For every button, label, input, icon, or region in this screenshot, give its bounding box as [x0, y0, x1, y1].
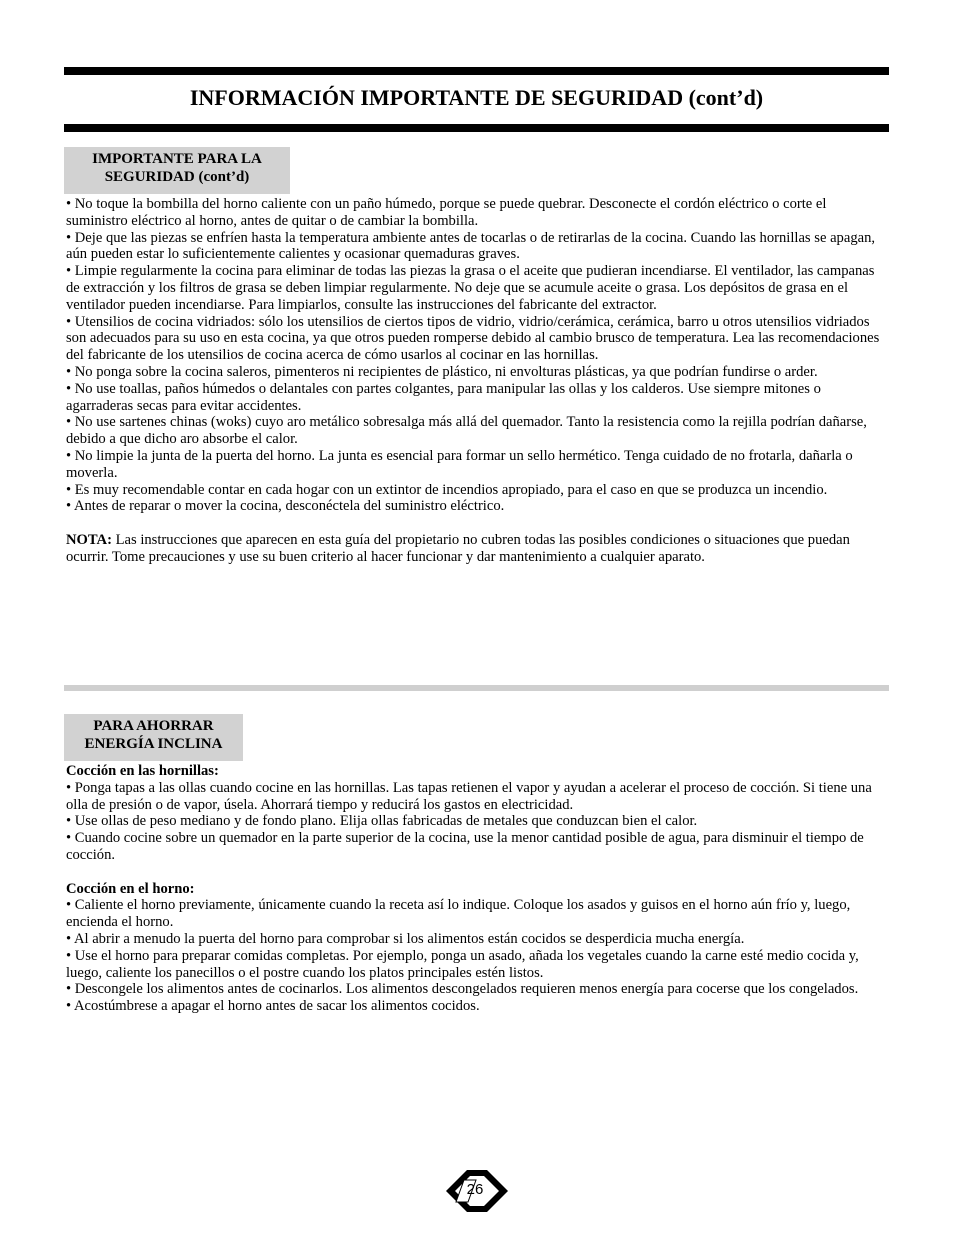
list-item: • Caliente el horno previamente, únicamente cuando la receta así lo indique. Coloque los asados y guisos en el horno aún frío y, luego, encienda el horno.: [66, 897, 851, 931]
page-title: INFORMACIÓN IMPORTANTE DE SEGURIDAD (cont’d): [189, 85, 764, 110]
page-number-badge: [446, 1170, 508, 1212]
energy-body: [66, 763, 888, 1015]
list-item: • No use toallas, paños húmedos o delantales con partes colgantes, para manipular las ollas y los calderos. Use siempre mitones o agarraderas secas para evitar accidentes.: [66, 380, 821, 414]
list-item: • Use el horno para preparar comidas completas. Por ejemplo, ponga un asado, añada los vegetales cuando la carne esté medio cocida y, luego, caliente los panecillos o el postre cuando los platos principales estén listos.: [66, 947, 859, 981]
section-label-safety: [64, 147, 290, 194]
list-item: • Antes de reparar o mover la cocina, desconéctela del suministro eléctrico.: [66, 498, 505, 515]
list-item: • Ponga tapas a las ollas cuando cocine en las hornillas. Las tapas retienen el vapor y ayudan a acelerar el proceso de cocción. Si tiene una olla de presión o de vapor, úsela. Ahorrará tiempo y reducirá los gastos en electricidad.: [66, 779, 872, 813]
page-number: 26: [466, 1181, 484, 1198]
list-item: • Es muy recomendable contar en cada hogar con un extintor de incendios apropiado, para el caso en que se produzca un incendio.: [66, 481, 828, 498]
section-label-line: SEGURIDAD (cont’d): [104, 169, 250, 185]
section-divider: [64, 685, 889, 691]
list-item: • Acostúmbrese a apagar el horno antes de sacar los alimentos cocidos.: [66, 998, 480, 1015]
list-item: • No toque la bombilla del horno caliente con un paño húmedo, porque se puede quebrar. Desconecte el cordón eléctrico o corte el suministro eléctrico al horno, antes de quitar o de cambiar la bombilla.: [66, 196, 827, 229]
list-item: • No limpie la junta de la puerta del horno. La junta es esencial para formar un sello hermético. Tenga cuidado de no frotarla, dañarla o moverla.: [66, 447, 853, 481]
safety-body: [66, 196, 888, 566]
section-label-line: ENERGÍA INCLINA: [84, 736, 223, 752]
list-item: • Deje que las piezas se enfríen hasta la temperatura ambiente antes de tocarlas o de retirarlas de la cocina. Cuando las hornillas se apagan, aún pueden estar lo suficientemente calientes y ocasionar quemaduras graves.: [66, 229, 876, 263]
list-item: • Utensilios de cocina vidriados: sólo los utensilios de ciertos tipos de vidrio, vidrio/cerámica, cerámica, barro u otros utensilios vidriados son adecuados para su uso en esta cocina, ya que otros pueden romperse debido al cambio brusco de temperatura. Lea las recomendaciones del fabricante de los utensilios de cocina acerca de cómo usarlos al cocinar en las hornillas.: [66, 313, 880, 364]
subheading-oven: Cocción en el horno:: [66, 880, 195, 897]
section-label-line: IMPORTANTE PARA LA: [92, 151, 262, 167]
list-item: • Cuando cocine sobre un quemador en la parte superior de la cocina, use la menor cantidad posible de agua, para disminuir el tiempo de cocción.: [66, 830, 864, 863]
list-item: • No use sartenes chinas (woks) cuyo aro metálico sobresalga más allá del quemador. Tanto la resistencia como la rejilla podrían dañarse, debido a que dicho aro absorbe el calor.: [66, 414, 867, 448]
safety-note: [66, 532, 888, 566]
header-top-rule: [64, 67, 889, 75]
list-item: • No ponga sobre la cocina saleros, pimenteros ni recipientes de plástico, ni envolturas plásticas, ya que podrían fundirse o arder.: [66, 363, 818, 380]
list-item: • Descongele los alimentos antes de cocinarlos. Los alimentos descongelados requieren menos energía para cocerse que los congelados.: [66, 981, 859, 998]
note-label: NOTA:: [66, 531, 112, 548]
section-label-line: PARA AHORRAR: [93, 718, 214, 734]
list-item: • Al abrir a menudo la puerta del horno para comprobar si los alimentos están cocidos se desperdicia mucha energía.: [66, 930, 745, 947]
header-bottom-rule: [64, 124, 889, 132]
section-label-energy: [64, 714, 243, 761]
list-item: • Limpie regularmente la cocina para eliminar de todas las piezas la grasa o el aceite que pudieran incendiarse. El ventilador, las campanas de extracción y los filtros de grasa se deben limpiar regularmente. No deje que se acumule aceite o grasa. Los depósitos de grasa en el ventilador pueden incendiarse. Para limpiarlos, consulte las instrucciones del fabricante del extractor.: [66, 263, 875, 313]
subheading-burners: Cocción en las hornillas:: [66, 763, 219, 779]
list-item: • Use ollas de peso mediano y de fondo plano. Elija ollas fabricadas de metales que conduzcan bien el calor.: [66, 813, 698, 830]
note-text: Las instrucciones que aparecen en esta guía del propietario no cubren todas las posibles condiciones o situaciones que puedan ocurrir. Tome precauciones y use su buen criterio al hacer funcionar y dar mantenimiento a cualquier aparato.: [66, 531, 850, 565]
